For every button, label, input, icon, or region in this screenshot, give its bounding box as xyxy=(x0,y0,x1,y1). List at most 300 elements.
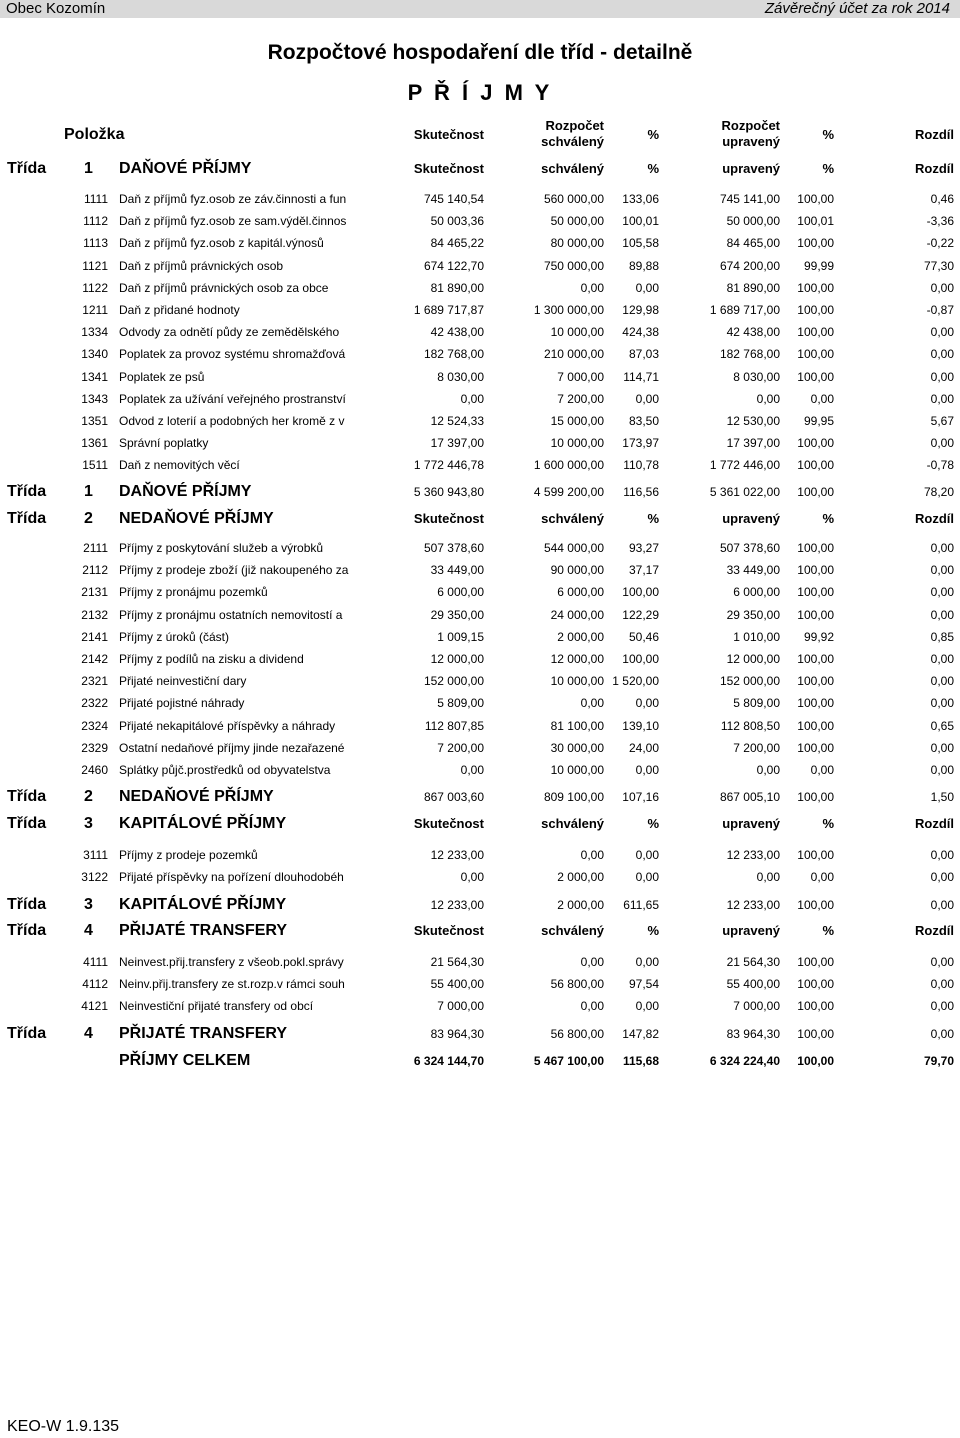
item-v3: 89,88 xyxy=(628,258,659,273)
item-v5: 99,99 xyxy=(803,258,834,273)
grand-total-v4: 6 324 224,40 xyxy=(709,1054,780,1068)
item-v4: 81 890,00 xyxy=(726,280,780,295)
item-code: 2329 xyxy=(81,740,108,755)
total-v6: 1,50 xyxy=(930,790,954,804)
total-v4: 867 005,10 xyxy=(719,790,780,804)
class-header-row xyxy=(0,919,960,943)
item-v4: 17 397,00 xyxy=(726,436,780,451)
item-v2: 750 000,00 xyxy=(543,258,604,273)
item-name: Daň z příjmů právnických osob xyxy=(119,258,284,273)
item-v1: 81 890,00 xyxy=(430,280,484,295)
class-header-schvaleny: schválený xyxy=(541,511,604,526)
item-code: 4112 xyxy=(82,977,108,992)
table-row xyxy=(0,455,960,475)
item-name: Správní poplatky xyxy=(119,436,209,451)
item-v1: 33 449,00 xyxy=(430,563,484,578)
item-v1: 674 122,70 xyxy=(423,258,484,273)
item-v4: 12 530,00 xyxy=(726,414,780,428)
item-v4: 7 000,00 xyxy=(733,999,780,1014)
item-code: 2111 xyxy=(83,541,108,555)
class-label: Třída xyxy=(7,1025,47,1042)
item-v4: 745 141,00 xyxy=(719,192,780,206)
total-v6: 0,00 xyxy=(930,1027,954,1041)
class-label: Třída xyxy=(7,483,47,500)
page-title: Rozpočtové hospodaření dle tříd - detailně xyxy=(267,41,693,64)
item-name: Příjmy z poskytování služeb a výrobků xyxy=(119,541,324,555)
item-v3: 0,00 xyxy=(635,999,659,1014)
item-v5: 100,00 xyxy=(797,955,834,969)
item-v2: 24 000,00 xyxy=(550,607,604,622)
item-v5: 100,00 xyxy=(797,848,834,862)
grand-total-v3: 115,68 xyxy=(622,1054,659,1068)
item-v6: 0,00 xyxy=(930,347,954,362)
total-v6: 78,20 xyxy=(923,485,954,499)
item-name: Odvody za odnětí půdy ze zemědělského xyxy=(119,325,340,340)
col-pct2: % xyxy=(822,127,834,142)
item-v3: 0,00 xyxy=(635,870,659,885)
item-code: 1351 xyxy=(81,414,108,428)
item-v2: 1 600 000,00 xyxy=(533,458,604,473)
table-row xyxy=(0,693,960,713)
item-code: 2112 xyxy=(82,563,108,578)
col-schvaleny-label: schválený xyxy=(541,134,604,149)
item-v2: 10 000,00 xyxy=(550,674,604,689)
item-v6: 5,67 xyxy=(930,414,954,428)
item-v6: -0,22 xyxy=(926,236,954,251)
item-v4: 507 378,60 xyxy=(719,541,780,555)
table-row xyxy=(0,582,960,602)
item-code: 2324 xyxy=(81,718,108,733)
class-header-row xyxy=(0,157,960,181)
item-v2: 2 000,00 xyxy=(557,870,604,885)
item-v6: 0,00 xyxy=(930,280,954,295)
table-row xyxy=(0,211,960,231)
class-number: 3 xyxy=(84,815,93,832)
table-row xyxy=(0,256,960,276)
item-v6: 0,00 xyxy=(930,436,954,451)
item-v4: 1 689 717,00 xyxy=(709,303,780,317)
item-v3: 83,50 xyxy=(628,414,659,428)
item-v2: 10 000,00 xyxy=(550,763,604,777)
item-v3: 0,00 xyxy=(635,391,659,406)
item-v2: 10 000,00 xyxy=(550,436,604,451)
item-name: Daň z příjmů fyz.osob ze sam.výděl.činnos xyxy=(119,214,347,229)
item-v3: 100,00 xyxy=(622,652,659,666)
item-v6: 0,00 xyxy=(930,763,954,777)
item-v2: 15 000,00 xyxy=(550,414,604,428)
class-number: 4 xyxy=(84,922,93,939)
item-code: 1511 xyxy=(82,458,108,473)
table-row xyxy=(0,233,960,253)
item-v5: 100,00 xyxy=(797,280,834,295)
class-header-rozdil: Rozdíl xyxy=(915,161,954,176)
item-v6: 0,00 xyxy=(930,325,954,340)
item-v2: 30 000,00 xyxy=(550,740,604,755)
item-v1: 12 524,33 xyxy=(430,414,484,428)
item-v3: 0,00 xyxy=(635,763,659,777)
item-v6: 0,00 xyxy=(930,607,954,622)
item-v6: 0,00 xyxy=(930,674,954,689)
item-v5: 100,00 xyxy=(797,585,834,600)
class-total-row xyxy=(0,785,960,809)
item-v4: 152 000,00 xyxy=(719,674,780,689)
item-v2: 2 000,00 xyxy=(557,629,604,644)
item-v4: 6 000,00 xyxy=(733,585,780,600)
item-v3: 139,10 xyxy=(622,718,659,733)
total-v4: 5 361 022,00 xyxy=(709,485,780,499)
class-header-rozdil: Rozdíl xyxy=(915,511,954,526)
table-row xyxy=(0,649,960,669)
item-v3: 24,00 xyxy=(628,740,659,755)
item-v3: 0,00 xyxy=(635,955,659,969)
col-rozpocet-schvaleny xyxy=(486,118,604,150)
item-v1: 84 465,22 xyxy=(430,236,484,251)
software-version: KEO-W 1.9.135 xyxy=(7,1418,120,1435)
class-header-skutecnost: Skutečnost xyxy=(413,161,484,176)
table-row xyxy=(0,845,960,865)
item-code: 1211 xyxy=(82,303,108,317)
item-code: 1340 xyxy=(81,347,108,362)
item-v3: 0,00 xyxy=(635,280,659,295)
table-row xyxy=(0,538,960,558)
item-code: 1343 xyxy=(81,391,108,406)
item-v6: -0,78 xyxy=(926,458,954,473)
class-header-skutecnost: Skutečnost xyxy=(413,511,484,526)
item-v5: 100,00 xyxy=(797,563,834,578)
class-header-schvaleny: schválený xyxy=(541,923,604,938)
item-v2: 0,00 xyxy=(580,848,604,862)
item-v4: 21 564,30 xyxy=(726,955,780,969)
report-name: Závěrečný účet za rok 2014 xyxy=(764,0,950,17)
item-v1: 0,00 xyxy=(460,763,484,777)
item-v2: 544 000,00 xyxy=(543,541,604,555)
class-number: 2 xyxy=(84,510,93,527)
total-v5: 100,00 xyxy=(797,485,834,499)
item-v5: 100,00 xyxy=(797,236,834,251)
item-v6: 0,85 xyxy=(930,629,954,644)
item-name: Daň z příjmů fyz.osob ze záv.činnosti a fun xyxy=(119,192,347,206)
item-v5: 100,00 xyxy=(797,977,834,992)
item-v6: -3,36 xyxy=(926,214,954,229)
total-v1: 867 003,60 xyxy=(423,790,484,804)
item-name: Přijaté neinvestiční dary xyxy=(119,674,247,689)
item-v2: 12 000,00 xyxy=(550,652,604,666)
item-v3: 133,06 xyxy=(622,192,659,206)
item-v1: 7 200,00 xyxy=(437,740,484,755)
table-row xyxy=(0,278,960,298)
item-v6: 0,46 xyxy=(930,192,954,206)
class-header-schvaleny: schválený xyxy=(541,816,604,831)
class-label: Třída xyxy=(7,510,47,527)
item-v4: 55 400,00 xyxy=(726,977,780,992)
item-v5: 100,00 xyxy=(797,303,834,317)
municipality-name: Obec Kozomín xyxy=(6,0,106,17)
item-v2: 210 000,00 xyxy=(543,347,604,362)
item-code: 1121 xyxy=(82,258,108,273)
class-label: Třída xyxy=(7,788,47,805)
item-v2: 0,00 xyxy=(580,280,604,295)
total-v1: 12 233,00 xyxy=(430,898,484,912)
class-name: KAPITÁLOVÉ PŘÍJMY xyxy=(119,815,287,832)
item-v2: 50 000,00 xyxy=(550,214,604,229)
item-v5: 100,00 xyxy=(797,325,834,340)
item-v2: 6 000,00 xyxy=(557,585,604,600)
class-header-pct1: % xyxy=(647,161,659,176)
item-v3: 100,00 xyxy=(622,585,659,600)
class-number: 4 xyxy=(84,1025,93,1042)
item-code: 1334 xyxy=(81,325,108,340)
item-v5: 100,00 xyxy=(797,347,834,362)
table-row xyxy=(0,605,960,625)
total-v6: 0,00 xyxy=(930,898,954,912)
table-row xyxy=(0,411,960,431)
class-label: Třída xyxy=(7,815,47,832)
item-v4: 0,00 xyxy=(756,870,780,885)
item-v5: 100,00 xyxy=(797,192,834,206)
class-label: Třída xyxy=(7,160,47,177)
table-row xyxy=(0,738,960,758)
class-number: 1 xyxy=(84,160,93,177)
item-v2: 1 300 000,00 xyxy=(533,303,604,317)
table-row xyxy=(0,433,960,453)
item-code: 2131 xyxy=(81,585,108,600)
class-name: PŘIJATÉ TRANSFERY xyxy=(119,1025,288,1042)
total-v4: 83 964,30 xyxy=(726,1027,780,1041)
class-header-upraveny: upravený xyxy=(722,923,780,938)
item-v1: 1 009,15 xyxy=(437,629,484,644)
col-rozdil: Rozdíl xyxy=(915,127,954,142)
table-row xyxy=(0,300,960,320)
item-v2: 7 000,00 xyxy=(557,369,604,384)
class-name: NEDAŇOVÉ PŘÍJMY xyxy=(119,510,274,527)
item-v1: 8 030,00 xyxy=(437,369,484,384)
class-name: DAŇOVÉ PŘÍJMY xyxy=(119,483,252,500)
total-v4: 12 233,00 xyxy=(726,898,780,912)
class-header-upraveny: upravený xyxy=(722,816,780,831)
table-row xyxy=(0,560,960,580)
item-v5: 100,00 xyxy=(797,458,834,473)
item-v4: 1 772 446,00 xyxy=(709,458,780,473)
item-name: Příjmy z prodeje zboží (již nakoupeného za xyxy=(119,563,349,578)
table-row xyxy=(0,671,960,691)
grand-total-row xyxy=(0,1049,960,1073)
item-v6: 0,00 xyxy=(930,870,954,885)
class-header-schvaleny: schválený xyxy=(541,161,604,176)
item-v2: 7 200,00 xyxy=(557,391,604,406)
item-v5: 100,00 xyxy=(797,718,834,733)
class-name: DAŇOVÉ PŘÍJMY xyxy=(119,160,252,177)
item-v6: -0,87 xyxy=(926,303,954,317)
item-v4: 84 465,00 xyxy=(726,236,780,251)
item-v5: 100,00 xyxy=(797,436,834,451)
item-v3: 0,00 xyxy=(635,696,659,711)
item-v1: 1 772 446,78 xyxy=(413,458,484,473)
item-v3: 105,58 xyxy=(622,236,659,251)
class-header-pct1: % xyxy=(647,511,659,526)
table-row xyxy=(0,389,960,409)
item-v6: 0,00 xyxy=(930,369,954,384)
item-v4: 12 233,00 xyxy=(726,848,780,862)
item-name: Příjmy z pronájmu ostatních nemovitostí a xyxy=(119,607,343,622)
item-v2: 0,00 xyxy=(580,955,604,969)
col-pct1: % xyxy=(647,127,659,142)
item-name: Poplatek ze psů xyxy=(119,369,205,384)
item-v6: 0,00 xyxy=(930,541,954,555)
item-name: Neinv.přij.transfery ze st.rozp.v rámci souh xyxy=(119,977,345,992)
item-v5: 100,00 xyxy=(797,541,834,555)
total-v2: 809 100,00 xyxy=(543,790,604,804)
item-v6: 0,00 xyxy=(930,848,954,862)
class-label: Třída xyxy=(7,922,47,939)
col-upraveny-label: upravený xyxy=(722,134,780,149)
class-header-upraveny: upravený xyxy=(722,161,780,176)
item-name: Daň z příjmů právnických osob za obce xyxy=(119,280,329,295)
item-name: Přijaté pojistné náhrady xyxy=(119,696,245,711)
total-v1: 83 964,30 xyxy=(430,1027,484,1041)
item-v5: 0,00 xyxy=(810,391,834,406)
item-v2: 81 100,00 xyxy=(550,718,604,733)
class-number: 1 xyxy=(84,483,93,500)
item-code: 1113 xyxy=(83,236,108,251)
item-v3: 87,03 xyxy=(628,347,659,362)
class-header-pct2: % xyxy=(822,923,834,938)
total-v3: 147,82 xyxy=(622,1027,659,1041)
item-name: Odvod z loterií a podobných her kromě z v xyxy=(119,414,345,428)
item-v6: 0,00 xyxy=(930,563,954,578)
item-v2: 80 000,00 xyxy=(550,236,604,251)
item-v1: 507 378,60 xyxy=(423,541,484,555)
item-code: 3111 xyxy=(83,848,108,862)
item-v3: 114,71 xyxy=(623,369,659,384)
item-v5: 100,00 xyxy=(797,999,834,1014)
item-v1: 745 140,54 xyxy=(423,192,484,206)
item-v1: 0,00 xyxy=(460,391,484,406)
item-v4: 112 808,50 xyxy=(720,718,780,733)
item-code: 2460 xyxy=(81,763,108,777)
class-header-skutecnost: Skutečnost xyxy=(413,816,484,831)
item-v1: 29 350,00 xyxy=(430,607,484,622)
item-v3: 110,78 xyxy=(623,458,659,473)
item-v2: 56 800,00 xyxy=(550,977,604,992)
item-v1: 5 809,00 xyxy=(437,696,484,711)
table-row xyxy=(0,760,960,780)
item-name: Přijaté příspěvky na pořízení dlouhodobéh xyxy=(119,870,344,885)
item-code: 1112 xyxy=(83,214,108,229)
grand-total-v5: 100,00 xyxy=(797,1054,834,1068)
item-code: 1122 xyxy=(82,280,108,295)
item-name: Příjmy z prodeje pozemků xyxy=(119,848,258,862)
item-v5: 100,00 xyxy=(797,607,834,622)
item-v2: 0,00 xyxy=(580,696,604,711)
item-v1: 1 689 717,87 xyxy=(413,303,484,317)
class-header-pct2: % xyxy=(822,816,834,831)
item-name: Daň z přidané hodnoty xyxy=(119,303,240,317)
table-row xyxy=(0,189,960,209)
total-v5: 100,00 xyxy=(797,1027,834,1041)
class-total-row xyxy=(0,480,960,504)
item-name: Poplatek za provoz systému shromažďová xyxy=(119,347,346,362)
item-code: 4121 xyxy=(81,999,108,1014)
item-v3: 1 520,00 xyxy=(612,674,659,689)
item-v4: 674 200,00 xyxy=(719,258,780,273)
total-v1: 5 360 943,80 xyxy=(413,485,484,499)
class-header-pct2: % xyxy=(822,511,834,526)
total-v2: 56 800,00 xyxy=(550,1027,604,1041)
col-rozpocet2-label: Rozpočet xyxy=(721,118,780,133)
item-name: Neinvest.přij.transfery z všeob.pokl.správy xyxy=(119,955,344,969)
col-rozpocet1-label: Rozpočet xyxy=(545,118,604,133)
item-code: 2142 xyxy=(81,652,108,666)
table-row xyxy=(0,996,960,1016)
item-name: Příjmy z pronájmu pozemků xyxy=(119,585,268,600)
item-name: Neinvestiční přijaté transfery od obcí xyxy=(119,999,314,1014)
item-v5: 100,00 xyxy=(797,369,834,384)
item-code: 2141 xyxy=(81,629,108,644)
item-v1: 12 233,00 xyxy=(430,848,484,862)
item-v3: 37,17 xyxy=(628,563,659,578)
class-name: PŘIJATÉ TRANSFERY xyxy=(119,922,288,939)
item-v5: 100,00 xyxy=(797,740,834,755)
item-v1: 152 000,00 xyxy=(423,674,484,689)
item-v6: 0,65 xyxy=(930,718,954,733)
item-v3: 122,29 xyxy=(622,607,659,622)
item-v5: 99,95 xyxy=(803,414,834,428)
item-v2: 0,00 xyxy=(580,999,604,1014)
page-subtitle: P Ř Í J M Y xyxy=(407,80,553,105)
col-skutecnost: Skutečnost xyxy=(413,127,484,142)
table-row xyxy=(0,322,960,342)
item-v5: 99,92 xyxy=(803,629,834,644)
item-v1: 12 000,00 xyxy=(430,652,484,666)
item-name: Poplatek za užívání veřejného prostranství xyxy=(119,391,346,406)
item-v5: 100,01 xyxy=(797,214,834,229)
item-name: Daň z nemovitých věcí xyxy=(119,458,240,473)
class-total-row xyxy=(0,1022,960,1046)
item-v6: 0,00 xyxy=(930,696,954,711)
item-v2: 10 000,00 xyxy=(550,325,604,340)
item-v6: 0,00 xyxy=(930,652,954,666)
item-v4: 50 000,00 xyxy=(726,214,780,229)
item-name: Přijaté nekapitálové příspěvky a náhrady xyxy=(119,718,336,733)
item-code: 2132 xyxy=(81,607,108,622)
item-v4: 0,00 xyxy=(756,763,780,777)
class-header-pct2: % xyxy=(822,161,834,176)
item-name: Splátky půjč.prostředků od obyvatelstva xyxy=(119,763,331,777)
item-v1: 182 768,00 xyxy=(423,347,484,362)
total-v5: 100,00 xyxy=(797,898,834,912)
item-code: 2322 xyxy=(81,696,108,711)
class-header-rozdil: Rozdíl xyxy=(915,816,954,831)
item-v6: 0,00 xyxy=(930,740,954,755)
item-v3: 173,97 xyxy=(622,436,659,451)
total-v2: 4 599 200,00 xyxy=(533,485,604,499)
item-v6: 0,00 xyxy=(930,585,954,600)
table-row xyxy=(0,344,960,364)
item-v3: 93,27 xyxy=(628,541,659,555)
page-header-bar xyxy=(0,0,960,18)
item-name: Daň z příjmů fyz.osob z kapitál.výnosů xyxy=(119,236,324,251)
grand-total-v6: 79,70 xyxy=(923,1054,954,1068)
item-v3: 424,38 xyxy=(622,325,659,340)
item-v4: 182 768,00 xyxy=(719,347,780,362)
item-v3: 97,54 xyxy=(628,977,659,992)
item-v1: 6 000,00 xyxy=(437,585,484,600)
col-rozpocet-upraveny xyxy=(660,118,780,150)
class-header-row xyxy=(0,507,960,531)
class-number: 2 xyxy=(84,788,93,805)
item-v5: 100,00 xyxy=(797,674,834,689)
item-code: 3122 xyxy=(81,870,108,885)
